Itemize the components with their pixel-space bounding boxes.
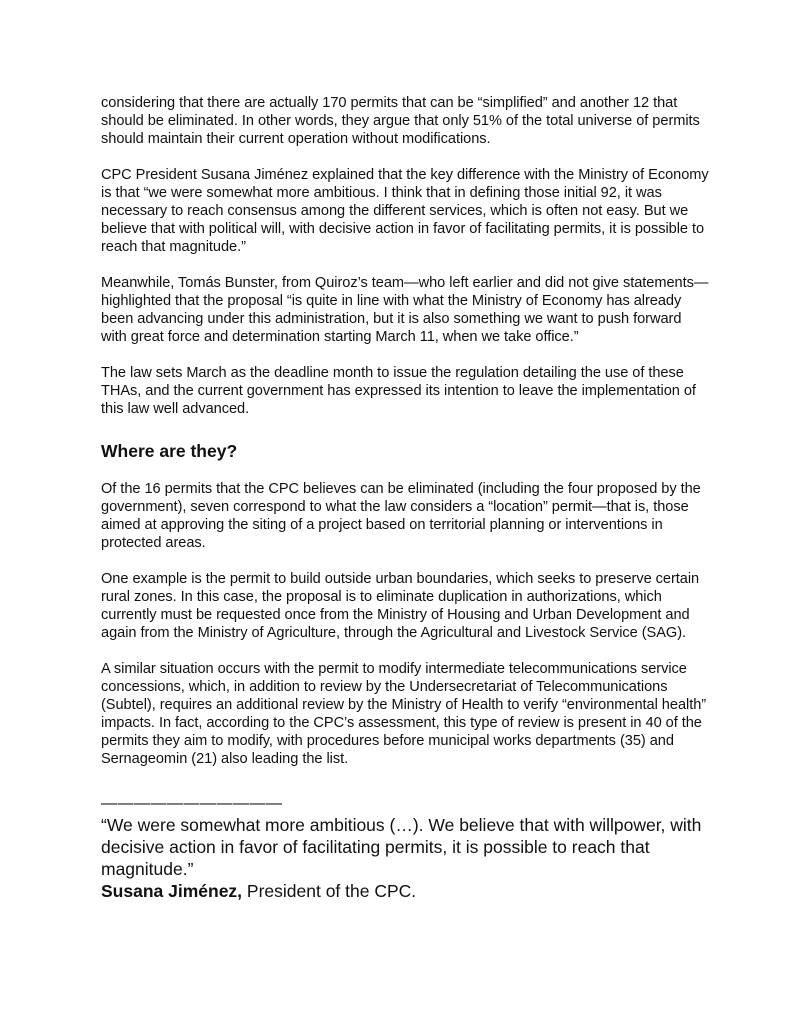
- document-page: [101, 94, 711, 902]
- quote-divider: ———————————: [101, 795, 283, 812]
- paragraph-telecom-example: A similar situation occurs with the permit to modify intermediate telecommunications service concessions, which, in addition to review by the Undersecretariat of Telecommunications (Subtel), requires an additional review by the Ministry of Health to verify “environmental health” impacts. In fact, according to the CPC’s assessment, this type of review is present in 40 of the permits they aim to modify, with procedures before municipal works departments (35) and Sernageomin (21) also leading the list.: [101, 661, 707, 767]
- pull-quote-role: President of the CPC.: [242, 881, 417, 901]
- paragraph-permits-simplified: considering that there are actually 170 permits that can be “simplified” and another 12 that should be eliminated. In other words, they argue that only 51% of the total universe of permits should maintain their current operation without modifications.: [101, 95, 700, 147]
- paragraph-jimenez-statement: CPC President Susana Jiménez explained that the key difference with the Ministry of Economy is that “we were somewhat more ambitious. I think that in defining those initial 92, it was necessary to reach consensus among the different services, which is often not easy. But we believe that with political will, with decisive action in favor of facilitating permits, it is possible to reach that magnitude.”: [101, 167, 709, 255]
- pull-quote-attribution: [101, 880, 711, 902]
- paragraph-bunster-statement: Meanwhile, Tomás Bunster, from Quiroz’s team—who left earlier and did not give statements—highlighted that the proposal “is quite in line with what the Ministry of Economy has already been advancing under this administration, but it is also something we want to push forward with great force and determination starting March 11, when we take office.”: [101, 275, 709, 345]
- section-heading: Where are they?: [101, 441, 238, 461]
- pull-quote-author: Susana Jiménez,: [101, 881, 243, 901]
- paragraph-urban-boundaries-example: One example is the permit to build outside urban boundaries, which seeks to preserve certain rural zones. In this case, the proposal is to eliminate duplication in authorizations, which currently must be requested once from the Ministry of Housing and Urban Development and again from the Ministry of Agriculture, through the Agricultural and Livestock Service (SAG).: [101, 571, 700, 641]
- paragraph-location-permits: Of the 16 permits that the CPC believes can be eliminated (including the four proposed by the government), seven correspond to what the law considers a “location” permit—that is, those aimed at approving the siting of a project based on territorial planning or interventions in protected areas.: [101, 481, 701, 551]
- paragraph-law-deadline: The law sets March as the deadline month to issue the regulation detailing the use of these THAs, and the current government has expressed its intention to leave the implementation of this law well advanced.: [101, 365, 696, 417]
- pull-quote-text: “We were somewhat more ambitious (…). We believe that with willpower, with decisive action in favor of facilitating permits, it is possible to reach that magnitude.”: [101, 815, 702, 879]
